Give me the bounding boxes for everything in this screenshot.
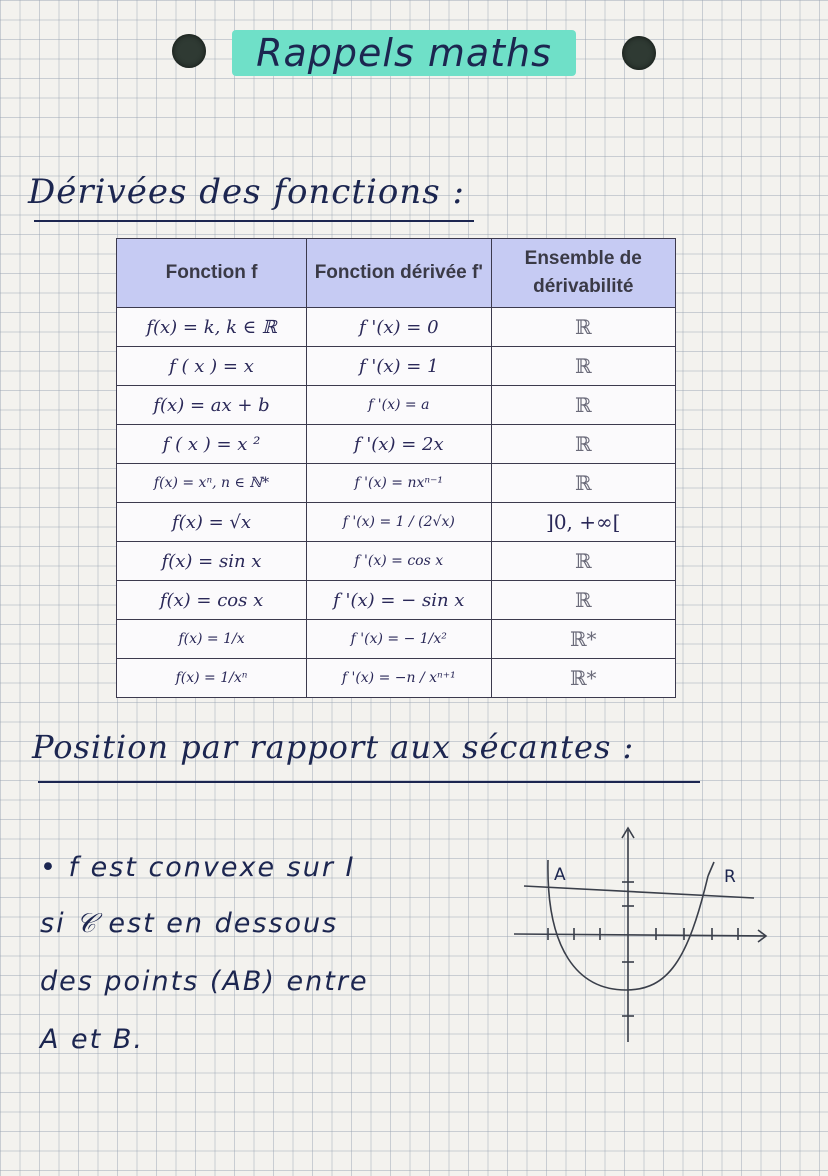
- function-cell: f ( x ) = x ²: [117, 425, 307, 464]
- binder-hole-right: [622, 36, 656, 70]
- derivative-cell: f '(x) = 1: [307, 347, 491, 386]
- table-row: [117, 347, 676, 386]
- table-row: [117, 620, 676, 659]
- domain-cell: ℝ*: [491, 659, 675, 698]
- column-header: Ensemble de dérivabilité: [491, 239, 675, 308]
- table-row: [117, 581, 676, 620]
- page-title: Rappels maths: [232, 30, 576, 76]
- table-row: [117, 503, 676, 542]
- derivatives-table: [116, 238, 676, 698]
- derivative-cell: f '(x) = − 1/x²: [307, 620, 491, 659]
- table-row: [117, 386, 676, 425]
- section-heading-position: Position par rapport aux sécantes :: [32, 728, 635, 766]
- heading-underline: [34, 220, 474, 222]
- table-row: [117, 425, 676, 464]
- convexity-sketch: [508, 820, 778, 1050]
- domain-cell: ℝ: [491, 581, 675, 620]
- secant-line: [524, 886, 754, 898]
- point-b-label: R: [724, 867, 736, 887]
- column-header: Fonction dérivée f': [307, 239, 491, 308]
- domain-cell: ℝ: [491, 347, 675, 386]
- note-line: A et B.: [40, 1024, 144, 1055]
- domain-cell: ℝ: [491, 386, 675, 425]
- function-cell: f(x) = xⁿ, n ∈ ℕ*: [117, 464, 307, 503]
- function-cell: f(x) = sin x: [117, 542, 307, 581]
- domain-cell: ℝ*: [491, 620, 675, 659]
- note-line: • f est convexe sur I: [40, 852, 356, 883]
- derivative-cell: f '(x) = 1 / (2√x): [307, 503, 491, 542]
- domain-cell: ℝ: [491, 464, 675, 503]
- section-heading-derivatives: Dérivées des fonctions :: [28, 172, 465, 212]
- derivative-cell: f '(x) = a: [307, 386, 491, 425]
- derivative-cell: f '(x) = −n / xⁿ⁺¹: [307, 659, 491, 698]
- derivative-cell: f '(x) = 0: [307, 308, 491, 347]
- note-line: des points (AB) entre: [40, 966, 369, 997]
- function-cell: f ( x ) = x: [117, 347, 307, 386]
- function-cell: f(x) = k, k ∈ ℝ: [117, 308, 307, 347]
- derivative-cell: f '(x) = nxⁿ⁻¹: [307, 464, 491, 503]
- function-cell: f(x) = ax + b: [117, 386, 307, 425]
- table-row: [117, 464, 676, 503]
- derivative-cell: f '(x) = 2x: [307, 425, 491, 464]
- heading-underline: [38, 781, 700, 783]
- derivative-cell: f '(x) = − sin x: [307, 581, 491, 620]
- domain-cell: ]0, +∞[: [491, 503, 675, 542]
- table-row: [117, 308, 676, 347]
- function-cell: f(x) = √x: [117, 503, 307, 542]
- table-header-row: [117, 239, 676, 308]
- x-axis: [514, 934, 766, 936]
- table-row: [117, 659, 676, 698]
- function-cell: f(x) = 1/x: [117, 620, 307, 659]
- function-cell: f(x) = 1/xⁿ: [117, 659, 307, 698]
- domain-cell: ℝ: [491, 542, 675, 581]
- point-a-label: A: [554, 865, 566, 885]
- function-cell: f(x) = cos x: [117, 581, 307, 620]
- domain-cell: ℝ: [491, 308, 675, 347]
- column-header: Fonction f: [117, 239, 307, 308]
- derivative-cell: f '(x) = cos x: [307, 542, 491, 581]
- table-row: [117, 542, 676, 581]
- domain-cell: ℝ: [491, 425, 675, 464]
- binder-hole-left: [172, 34, 206, 68]
- note-line: si 𝒞 est en dessous: [40, 908, 339, 939]
